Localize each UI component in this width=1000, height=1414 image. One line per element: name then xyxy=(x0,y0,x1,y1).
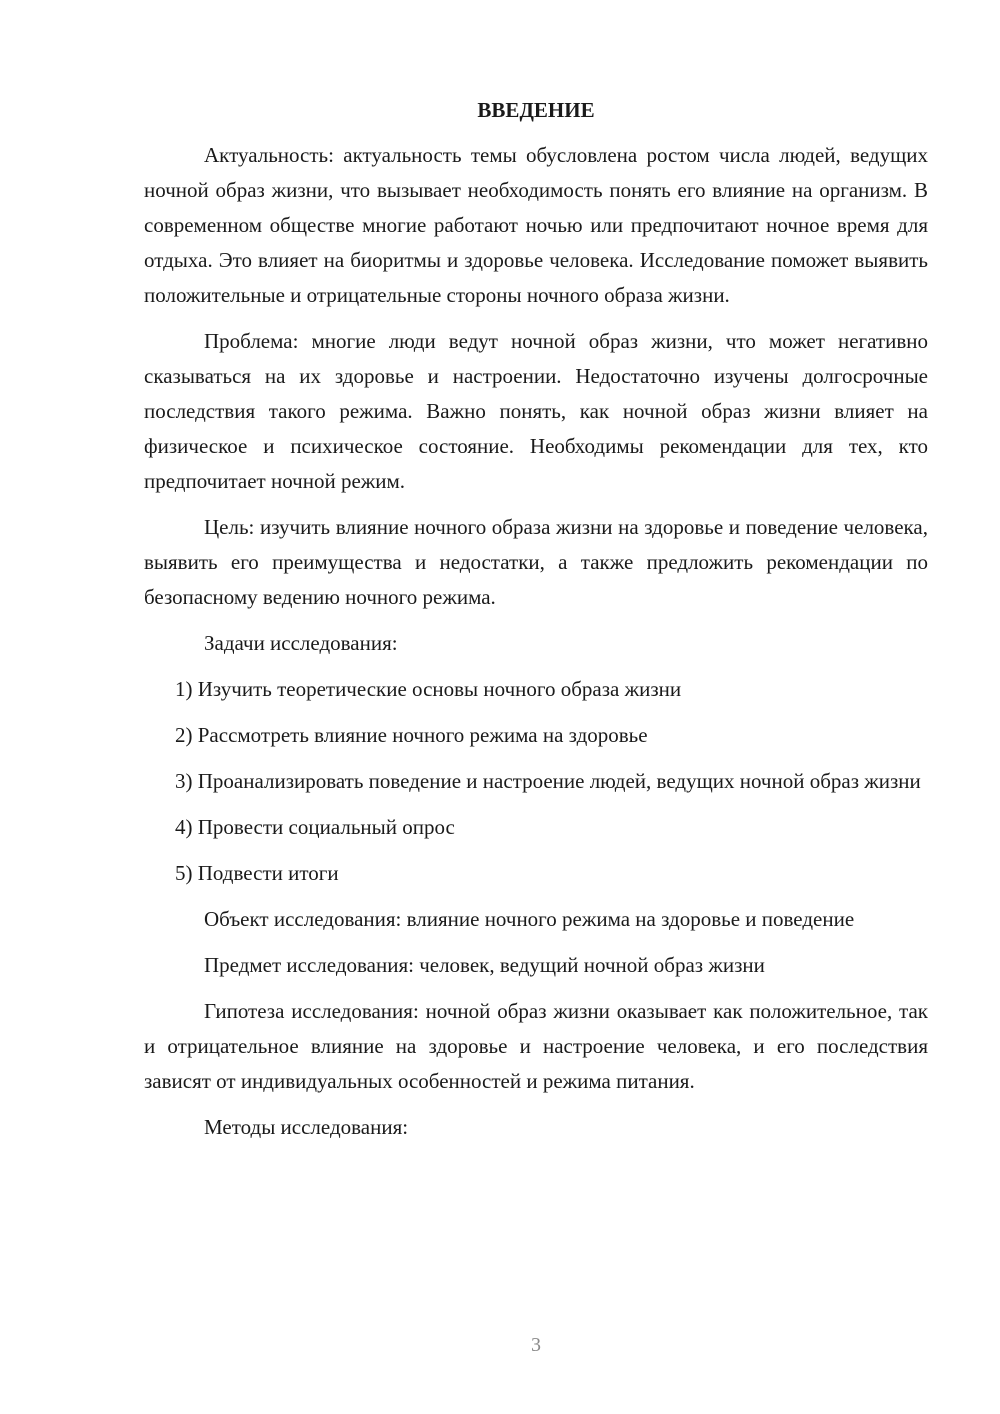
tasks-heading: Задачи исследования: xyxy=(204,631,398,655)
methods-heading: Методы исследования: xyxy=(204,1115,409,1139)
task-item: 1) Изучить теоретические основы ночного образа жизни xyxy=(175,677,682,701)
hypothesis-paragraph: Гипотеза исследования: ночной образ жизни оказывает как положительное, так и отрицательное влияние на здоровье и настроение человека, и его последствия зависят от индивидуальных особенностей и режима питания. xyxy=(144,999,928,1093)
page-content xyxy=(144,96,928,1156)
problem-paragraph: Проблема: многие люди ведут ночной образ жизни, что может негативно сказываться на их здоровье и настроении. Недостаточно изучены долгосрочные последствия такого режима. Важно понять, как ночной образ жизни влияет на физическое и психическое состояние. Необходимы рекомендации для тех, кто предпочитает ночной режим. xyxy=(144,329,928,493)
task-item: 5) Подвести итоги xyxy=(175,861,339,885)
section-title: ВВЕДЕНИЕ xyxy=(477,98,595,122)
subject-paragraph: Предмет исследования: человек, ведущий ночной образ жизни xyxy=(204,953,765,977)
object-paragraph: Объект исследования: влияние ночного режима на здоровье и поведение xyxy=(204,907,855,931)
task-item: 3) Проанализировать поведение и настроение людей, ведущих ночной образ жизни xyxy=(175,769,921,793)
relevance-paragraph: Актуальность: актуальность темы обусловлена ростом числа людей, ведущих ночной образ жизни, что вызывает необходимость понять его влияние на организм. В современном обществе многие работают ночью или предпочитают ночное время для отдыха. Это влияет на биоритмы и здоровье человека. Исследование поможет выявить положительные и отрицательные стороны ночного образа жизни. xyxy=(144,143,928,307)
task-item: 2) Рассмотреть влияние ночного режима на здоровье xyxy=(175,723,648,747)
task-item: 4) Провести социальный опрос xyxy=(175,815,455,839)
goal-paragraph: Цель: изучить влияние ночного образа жизни на здоровье и поведение человека, выявить его преимущества и недостатки, а также предложить рекомендации по безопасному ведению ночного режима. xyxy=(144,515,928,609)
page-number: 3 xyxy=(531,1334,541,1356)
